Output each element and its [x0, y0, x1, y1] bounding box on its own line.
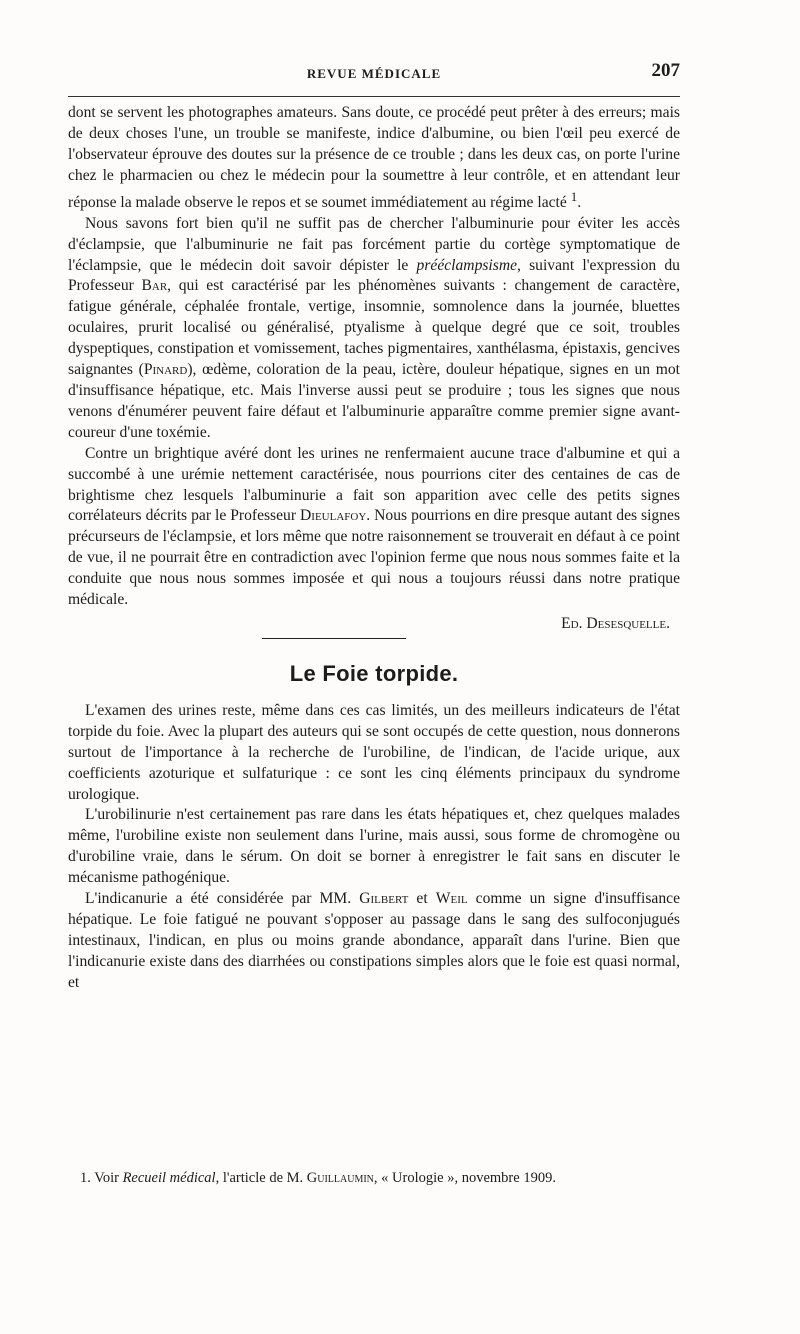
- header-rule: [68, 96, 680, 97]
- article-title: Le Foie torpide.: [289, 660, 459, 686]
- small-caps-name: Guillaumin: [306, 1170, 374, 1186]
- page: [68, 60, 680, 994]
- italic-text: Recueil médical: [122, 1170, 216, 1186]
- text-run: Contre un brightique avéré dont les urines ne renfermaient aucune trace d'albumine et qui a succombé à une urémie nettement caractérisée, nous pourrions citer des centaines de cas de brightisme chez lesquels l'albuminurie a fait son apparition avec celle des petits signes corrélateurs décrits par le Professeur: [68, 444, 680, 525]
- text-run: Nous savons fort bien qu'il ne suffit pas de chercher l'albuminurie pour éviter les accès d'éclampsie, que l'albuminurie ne fait pas forcément partie du cortège symptomatique de l'éclampsie, que le médecin doit savoir dépister le: [68, 214, 680, 274]
- text-run: L'urobilinurie n'est certainement pas rare dans les états hépatiques et, chez quelques malades même, l'urobiline existe non seulement dans l'urine, mais aussi, sous forme de chromogène ou d'urobiline vraie, dans le sérum. On doit se borner à enregistrer le fait sans en discuter le mécanisme pathogénique.: [68, 806, 680, 887]
- text-run: ), œdème, coloration de la peau, ictère, douleur hépatique, signes en un mot d'insuffisance hépatique, etc. Mais l'inverse aussi peut se produire ; tous les signes que nous venons d'énumérer peuvent faire défaut et l'albuminurie apparaître comme premier signe avant-coureur d'une toxémie.: [68, 361, 680, 441]
- paragraph: [68, 889, 680, 994]
- small-caps-name: Bar: [141, 277, 168, 295]
- text-run: .: [577, 193, 582, 211]
- paragraph: [68, 214, 680, 444]
- small-caps-name: Gilbert: [359, 890, 409, 908]
- footnote-marker: 1: [570, 188, 578, 204]
- text-run: , l'article de M.: [215, 1170, 307, 1186]
- page-number: 207: [651, 60, 680, 81]
- article-eclampsie: [68, 103, 680, 634]
- text-run: 1. Voir: [80, 1170, 123, 1186]
- small-caps-name: Weil: [435, 890, 468, 908]
- running-head: REVUE MÉDICALE: [306, 66, 442, 81]
- small-caps-name: Pinard: [143, 361, 188, 379]
- text-run: , suivant l'expression du Professeur: [68, 256, 680, 295]
- text-run: L'examen des urines reste, même dans ces cas limités, un des meilleurs indicateurs de l'état torpide du foie. Avec la plupart des auteurs qui se sont occupés de cette question, nous donnerons surtout de l'importance à la recherche de l'urobiline, de l'indican, de l'acide urique, aux coefficients azoturique et sulfaturique : ce sont les cinq éléments principaux du syndrome urologique.: [68, 701, 680, 803]
- author-signature: Ed. Desesquelle.: [561, 614, 670, 632]
- paragraph: [68, 444, 680, 611]
- italic-text: prééclampsisme: [416, 256, 518, 274]
- paragraph: [68, 805, 680, 889]
- small-caps-name: Dieulafoy: [300, 507, 367, 525]
- text-run: . Nous pourrions en dire presque autant des signes précurseurs de l'éclampsie, et lors même que notre raisonnement se trouverait en défaut à ce point de vue, il ne pourrait être en contradiction avec l'opinion ferme que nous nous sommes faite et la conduite que nous nous sommes imposée et qui nous a toujours réussi dans notre pratique médicale.: [68, 507, 681, 609]
- paragraph: [68, 701, 680, 806]
- text-run: dont se servent les photographes amateurs. Sans doute, ce procédé peut prêter à des erreurs; mais de deux choses l'une, un trouble se manifeste, indice d'albumine, ou bien l'œil peu exercé de l'observateur éprouve des doutes sur la présence de ce trouble ; dans les deux cas, on porte l'urine chez le pharmacien ou chez le médecin pour la soumettre à leur contrôle, et en attendant leur réponse la malade observe le repos et se soumet immédiatement au régime lacté: [68, 104, 680, 211]
- text-run: , « Urologie », novembre 1909.: [373, 1170, 556, 1186]
- footnote: [80, 1168, 680, 1188]
- section-separator: [262, 638, 406, 639]
- article-foie-torpide: [68, 661, 680, 994]
- text-run: comme un signe d'insuffisance hépatique. Le foie fatigué ne pouvant s'opposer au passage dans le sang des sulfoconjugués intestinaux, l'indican, en plus ou moins grande abondance, apparaît dans l'urine. Bien que l'indicanurie existe dans des diarrhées ou constipations simples alors que le foie est quasi normal, et: [68, 890, 680, 991]
- text-run: et: [408, 890, 436, 908]
- page-header: [68, 60, 680, 90]
- text-run: L'indicanurie a été considérée par MM.: [85, 890, 360, 908]
- text-run: , qui est caractérisé par les phénomènes suivants : changement de caractère, fatigue générale, céphalée frontale, vertige, insomnie, somnolence dans la journée, bluettes oculaires, prurit localisé ou généralisé, ptyalisme à quelque degré que ce soit, troubles dyspeptiques, constipation et vomissement, taches pigmentaires, xanthélasma, épistaxis, gencives saignantes (: [68, 277, 680, 379]
- paragraph: [68, 103, 680, 214]
